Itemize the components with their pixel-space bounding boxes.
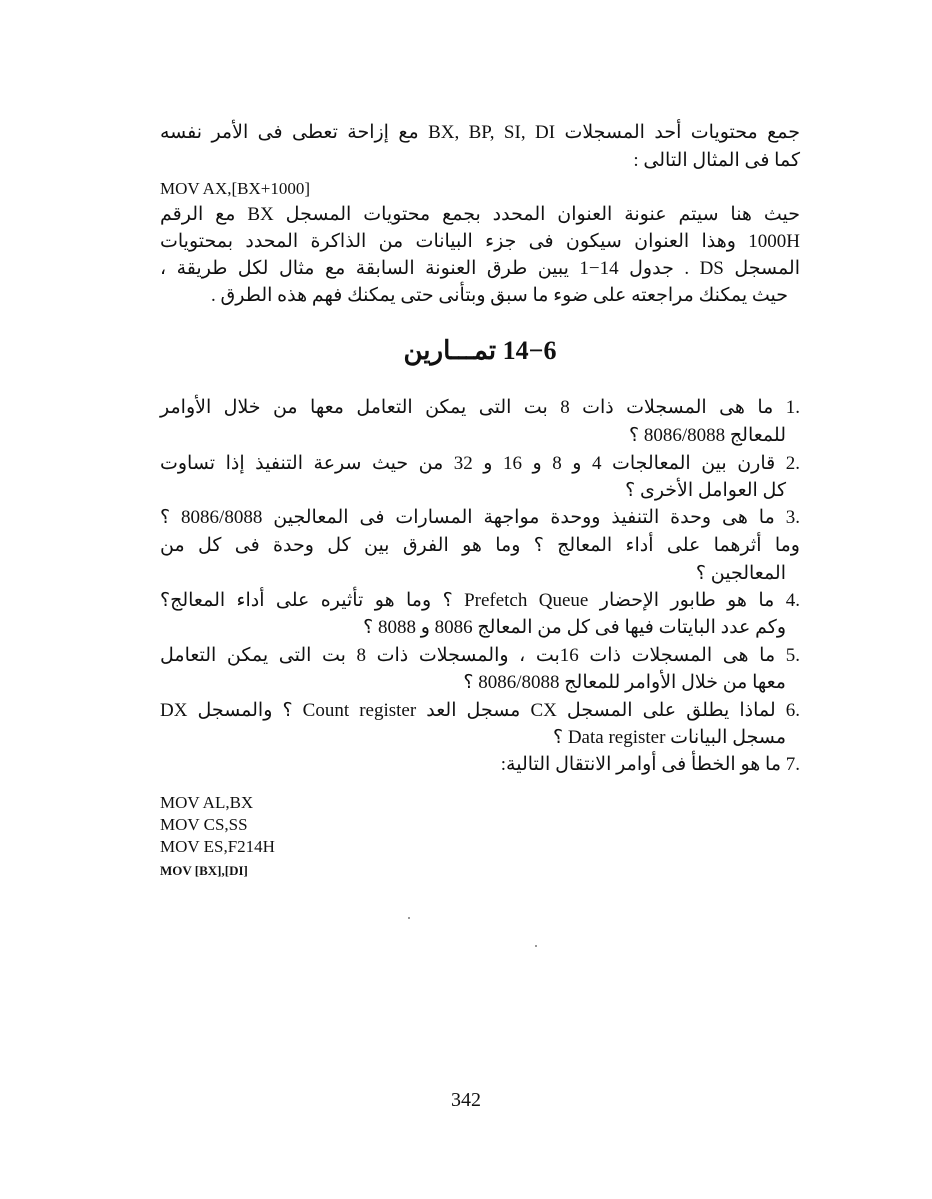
exercise-5-line-2: معها من خلال الأوامر للمعالج 8086/8088 ؟ xyxy=(463,672,786,693)
intro-line-2: كما فى المثال التالى : xyxy=(633,150,800,171)
code-line-3: MOV ES,F214H xyxy=(160,837,275,856)
exercise-3-line-2: وما أثرهما على أداء المعالج ؟ وما هو الفرق بين كل وحدة فى كل من xyxy=(160,535,800,556)
intro-code: MOV AX,[BX+1000] xyxy=(160,179,311,198)
section-title: 14−6 تمـــارين xyxy=(403,336,557,365)
exercise-3-line-1: .3 ما هى وحدة التنفيذ ووحدة مواجهة المسارات فى المعالجين 8086/8088 ؟ xyxy=(160,507,800,528)
exercise-2-line-1: .2 قارن بين المعالجات 4 و 8 و 16 و 32 من حيث سرعة التنفيذ إذا تساوت xyxy=(160,453,800,474)
exercise-7-line-1: .7 ما هو الخطأ فى أوامر الانتقال التالية: xyxy=(500,754,800,775)
exercise-2-line-2: كل العوامل الأخرى ؟ xyxy=(625,480,786,501)
code-line-1: MOV AL,BX xyxy=(160,793,254,812)
exercise-6-line-2: مسجل البيانات Data register ؟ xyxy=(552,727,786,748)
exercise-1-line-2: للمعالج 8086/8088 ؟ xyxy=(629,425,786,446)
exercise-4-line-1: .4 ما هو طابور الإحضار Prefetch Queue ؟ وما هو تأثيره على أداء المعالج؟ xyxy=(160,590,800,611)
intro-line-1: جمع محتويات أحد المسجلات BX, BP, SI, DI مع إزاحة تعطى فى الأمر نفسه xyxy=(160,122,800,143)
exercise-6-line-1: .6 لماذا يطلق على المسجل CX مسجل العد Count register ؟ والمسجل DX xyxy=(160,700,800,721)
exercise-1-line-1: .1 ما هى المسجلات ذات 8 بت التى يمكن التعامل معها من خلال الأوامر xyxy=(160,397,800,418)
intro-line-5: المسجل DS . جدول 14−1 يبين طرق العنونة السابقة مع مثال لكل طريقة ، xyxy=(160,258,801,279)
scan-speck xyxy=(535,945,537,947)
code-line-2: MOV CS,SS xyxy=(160,815,248,834)
intro-line-4: 1000H وهذا العنوان سيكون فى جزء البيانات من الذاكرة المحدد بمحتويات xyxy=(160,231,800,252)
exercise-4-line-2: وكم عدد البايتات فيها فى كل من المعالج 8086 و 8088 ؟ xyxy=(363,617,786,638)
intro-line-3: حيث هنا سيتم عنونة العنوان المحدد بجمع محتويات المسجل BX مع الرقم xyxy=(160,204,800,225)
exercise-3-line-3: المعالجين ؟ xyxy=(695,563,786,584)
intro-line-6: حيث يمكنك مراجعته على ضوء ما سبق وبتأنى حتى يمكنك فهم هذه الطرق . xyxy=(211,285,788,306)
code-line-4: MOV [BX],[DI] xyxy=(160,863,248,878)
exercise-5-line-1: .5 ما هى المسجلات ذات 16بت ، والمسجلات ذات 8 بت التى يمكن التعامل xyxy=(160,645,800,666)
scan-speck xyxy=(408,917,410,919)
page-number: 342 xyxy=(451,1089,481,1111)
